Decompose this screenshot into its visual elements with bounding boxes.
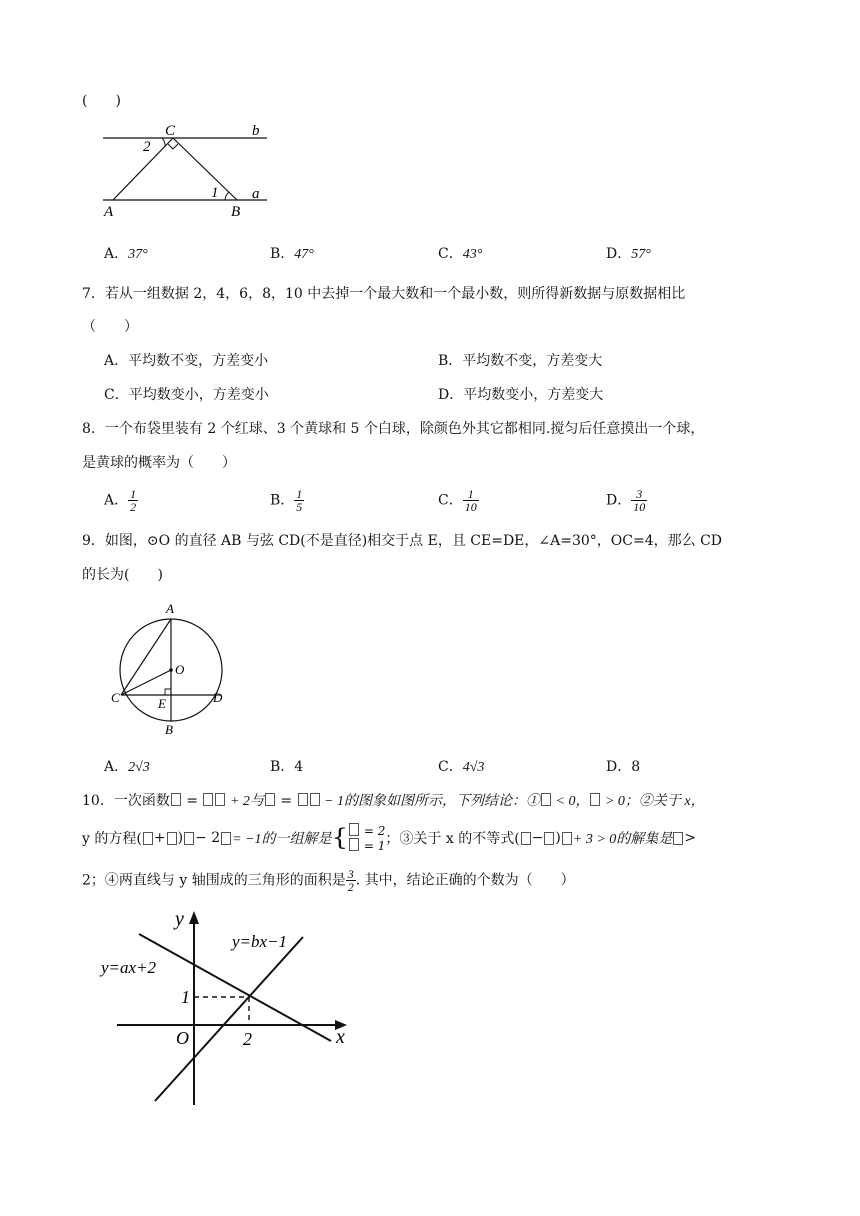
q9-label-c: C xyxy=(111,690,120,705)
q6-angle-1: 1 xyxy=(211,185,219,201)
q9-label-a: A xyxy=(166,601,174,616)
q9-question-line2: 的长为( ) xyxy=(82,567,163,583)
q6-angle-2: 2 xyxy=(143,139,151,155)
q10-graph xyxy=(95,905,360,1110)
q6-option-d[interactable]: D．57° xyxy=(606,246,651,262)
q7-option-d[interactable]: D．平均数变小，方差变大 xyxy=(438,387,604,403)
q8-question-line1: 8．一个布袋里装有 2 个红球、3 个黄球和 5 个白球，除颜色外其它都相同.搅匀后任意摸出一个球， xyxy=(82,421,705,437)
q6-label-b: B xyxy=(231,204,241,220)
q8-question-line2: 是黄球的概率为（ ） xyxy=(82,455,236,471)
q10-origin-label: O xyxy=(176,1028,189,1048)
q7-paren: （ ） xyxy=(82,319,138,335)
q10-line-ax-label: y=ax+2 xyxy=(101,958,157,977)
q9-figure xyxy=(108,600,238,740)
q9-label-e: E xyxy=(158,696,166,711)
q9-option-c[interactable]: C．4√3 xyxy=(438,759,485,775)
q6-option-c[interactable]: C．43° xyxy=(438,246,483,262)
q10-y-axis-label: y xyxy=(175,908,184,930)
q7-option-c[interactable]: C．平均数变小，方差变小 xyxy=(104,387,269,403)
q10-tick-1: 1 xyxy=(181,987,190,1007)
q9-option-b[interactable]: B．4 xyxy=(270,759,304,775)
q6-label-a: A xyxy=(104,204,114,220)
q7-option-a[interactable]: A．平均数不变，方差变小 xyxy=(104,353,269,369)
q9-label-b: B xyxy=(165,722,173,737)
q9-option-d[interactable]: D．8 xyxy=(606,759,641,775)
q8-option-c[interactable]: C． $\frac{1}{10}$ xyxy=(438,487,477,514)
q9-option-a[interactable]: A．2√3 xyxy=(104,759,150,775)
q10-question-line3: 2；④两直线与 y 轴围成的三角形的面积是 $\frac{3}{2}$ . 其中，结论正确的个数为（ ） xyxy=(82,867,575,894)
q6-figure xyxy=(95,118,275,222)
q6-label-b-line: b xyxy=(252,123,260,139)
q8-option-b[interactable]: B． $\frac{1}{5}$ xyxy=(270,487,303,514)
q10-x-axis-label: x xyxy=(336,1026,345,1048)
q6-label-a-line: a xyxy=(252,186,260,202)
q9-question-line1: 9．如图，⊙O 的直径 AB 与弦 CD(不是直径)相交于点 E，且 CE=DE，∠A=30°，OC=4，那么 CD xyxy=(82,533,722,549)
q10-question-line1: 10．一次函数 = + 2与 = − 1的图象如图所示，下列结论：① < 0， > 0；②关于 x， xyxy=(82,793,705,809)
q6-label-c: C xyxy=(165,123,176,139)
q7-question: 7．若从一组数据 2，4，6，8，10 中去掉一个最大数和一个最小数，则所得新数据与原数据相比 xyxy=(82,286,686,302)
q10-question-line2: y 的方程( + ) − 2 = −1的一组解是 { = 2 = 1 ；③关于 x 的不等式( − ) + 3 > 0的解集是 > xyxy=(82,824,697,853)
q7-option-b[interactable]: B．平均数不变，方差变大 xyxy=(438,353,603,369)
q6-paren: ( ) xyxy=(82,93,121,109)
q9-label-o: O xyxy=(175,662,185,677)
q8-option-a[interactable]: A． $\frac{1}{2}$ xyxy=(104,487,137,514)
q10-line-bx-label: y=bx−1 xyxy=(232,932,288,951)
q8-option-d[interactable]: D． $\frac{3}{10}$ xyxy=(606,487,646,514)
q10-tick-2: 2 xyxy=(243,1029,252,1049)
q9-label-d: D xyxy=(213,690,223,705)
q6-option-a[interactable]: A．37° xyxy=(104,246,148,262)
q6-option-b[interactable]: B．47° xyxy=(270,246,314,262)
